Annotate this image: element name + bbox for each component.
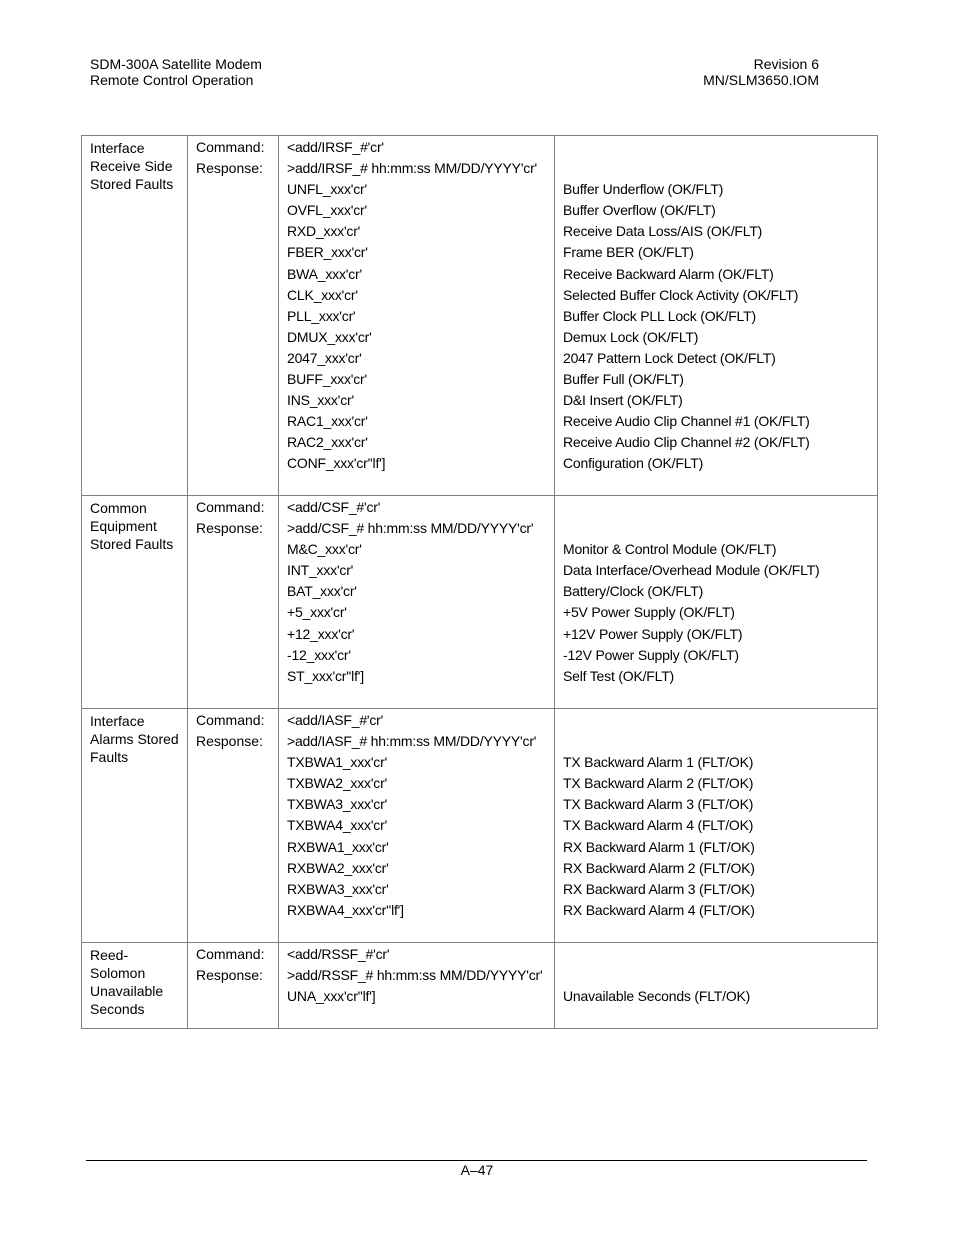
- table-row: [82, 496, 878, 709]
- parameter-name-cell: [82, 709, 188, 943]
- syntax-line: TXBWA3_xxx'cr': [287, 796, 388, 813]
- description-line: Monitor & Control Module (OK/FLT): [563, 541, 777, 558]
- syntax-line: BUFF_xxx'cr': [287, 371, 367, 388]
- header-right: [600, 56, 819, 88]
- syntax-line: PLL_xxx'cr': [287, 307, 356, 324]
- syntax-line: 2047_xxx'cr': [287, 349, 362, 366]
- header-left: [90, 56, 262, 88]
- parameter-name-line: Interface: [90, 140, 145, 156]
- description-line: RX Backward Alarm 1 (FLT/OK): [563, 838, 755, 855]
- command-response-label-cell: [188, 496, 279, 709]
- command-label: Command:: [196, 946, 265, 962]
- syntax-line: CONF_xxx'cr''lf']: [287, 455, 386, 472]
- parameter-name-cell: [82, 136, 188, 496]
- parameter-name-cell: [82, 943, 188, 1029]
- syntax-line: UNFL_xxx'cr': [287, 181, 367, 198]
- description-line: Configuration (OK/FLT): [563, 455, 704, 472]
- parameter-name-line: Stored Faults: [90, 536, 174, 552]
- syntax-line: INS_xxx'cr': [287, 392, 354, 409]
- description-line: Selected Buffer Clock Activity (OK/FLT): [563, 286, 799, 303]
- command-label: Command:: [196, 139, 265, 155]
- description-line: D&I Insert (OK/FLT): [563, 392, 683, 409]
- description-line: Demux Lock (OK/FLT): [563, 328, 699, 345]
- description-cell: [555, 709, 878, 943]
- description-line: Receive Audio Clip Channel #1 (OK/FLT): [563, 413, 810, 430]
- syntax-line: INT_xxx'cr': [287, 562, 354, 579]
- syntax-line: RXBWA3_xxx'cr': [287, 880, 389, 897]
- command-response-label-cell: [188, 136, 279, 496]
- description-line: [563, 710, 877, 731]
- description-line: TX Backward Alarm 1 (FLT/OK): [563, 754, 754, 771]
- syntax-line: RXD_xxx'cr': [287, 223, 361, 240]
- page-number: A–47: [460, 1162, 494, 1178]
- syntax-line: >add/IRSF_# hh:mm:ss MM/DD/YYYY'cr': [287, 160, 538, 177]
- syntax-line: -12_xxx'cr': [287, 646, 351, 663]
- syntax-line: <add/RSSF_#'cr': [287, 946, 390, 962]
- syntax-cell: [279, 709, 555, 943]
- table-row: [82, 709, 878, 943]
- description-line: RX Backward Alarm 2 (FLT/OK): [563, 859, 755, 876]
- syntax-line: +12_xxx'cr': [287, 625, 355, 642]
- description-line: Receive Data Loss/AIS (OK/FLT): [563, 223, 763, 240]
- description-line: Buffer Full (OK/FLT): [563, 371, 684, 388]
- description-line: [563, 137, 877, 158]
- table-body: [82, 136, 878, 1029]
- syntax-line: RAC2_xxx'cr': [287, 434, 368, 451]
- parameter-name-line: Stored Faults: [90, 176, 174, 192]
- description-line: +5V Power Supply (OK/FLT): [563, 604, 735, 621]
- revision-label: Revision 6: [753, 56, 819, 72]
- description-line: [563, 731, 877, 752]
- document-section: Remote Control Operation: [90, 72, 254, 88]
- description-line: Data Interface/Overhead Module (OK/FLT): [563, 562, 820, 579]
- description-line: [563, 944, 877, 965]
- parameter-name-line: Faults: [90, 749, 129, 765]
- syntax-line: UNA_xxx'cr''lf']: [287, 988, 376, 1005]
- parameter-name-cell: [82, 496, 188, 709]
- description-line: RX Backward Alarm 4 (FLT/OK): [563, 901, 755, 918]
- parameter-name-line: Interface: [90, 713, 145, 729]
- syntax-line: DMUX_xxx'cr': [287, 328, 372, 345]
- parameter-name-line: Receive Side: [90, 158, 173, 174]
- syntax-line: <add/CSF_#'cr': [287, 499, 381, 515]
- description-line: Buffer Clock PLL Lock (OK/FLT): [563, 307, 756, 324]
- description-line: TX Backward Alarm 3 (FLT/OK): [563, 796, 754, 813]
- description-cell: [555, 943, 878, 1029]
- syntax-line: FBER_xxx'cr': [287, 244, 368, 261]
- description-line: Self Test (OK/FLT): [563, 667, 675, 684]
- syntax-line: TXBWA2_xxx'cr': [287, 775, 388, 792]
- syntax-line: ST_xxx'cr''lf']: [287, 667, 364, 684]
- description-line: +12V Power Supply (OK/FLT): [563, 625, 743, 642]
- syntax-line: >add/IASF_# hh:mm:ss MM/DD/YYYY'cr': [287, 733, 537, 750]
- response-label: Response:: [196, 733, 263, 750]
- description-line: Receive Audio Clip Channel #2 (OK/FLT): [563, 434, 810, 451]
- syntax-line: RXBWA4_xxx'cr''lf']: [287, 901, 404, 918]
- syntax-line: <add/IASF_#'cr': [287, 712, 384, 728]
- syntax-line: TXBWA1_xxx'cr': [287, 754, 388, 771]
- syntax-cell: [279, 943, 555, 1029]
- remote-command-table: [81, 135, 878, 1029]
- syntax-line: >add/CSF_# hh:mm:ss MM/DD/YYYY'cr': [287, 520, 534, 537]
- description-line: Unavailable Seconds (FLT/OK): [563, 988, 751, 1005]
- response-label: Response:: [196, 967, 263, 984]
- syntax-line: RXBWA1_xxx'cr': [287, 838, 389, 855]
- description-line: 2047 Pattern Lock Detect (OK/FLT): [563, 349, 776, 366]
- description-line: [563, 158, 877, 179]
- parameter-name-line: Common: [90, 500, 147, 516]
- parameter-name-line: Reed-Solomon: [90, 947, 146, 981]
- syntax-line: BAT_xxx'cr': [287, 583, 357, 600]
- description-line: TX Backward Alarm 2 (FLT/OK): [563, 775, 754, 792]
- description-line: [563, 965, 877, 986]
- parameter-name-line: Alarms Stored: [90, 731, 179, 747]
- syntax-line: BWA_xxx'cr': [287, 265, 362, 282]
- description-line: -12V Power Supply (OK/FLT): [563, 646, 739, 663]
- syntax-line: TXBWA4_xxx'cr': [287, 817, 388, 834]
- syntax-line: OVFL_xxx'cr': [287, 202, 367, 219]
- syntax-line: >add/RSSF_# hh:mm:ss MM/DD/YYYY'cr': [287, 967, 543, 984]
- command-response-label-cell: [188, 943, 279, 1029]
- syntax-cell: [279, 136, 555, 496]
- description-cell: [555, 136, 878, 496]
- response-label: Response:: [196, 520, 263, 537]
- description-line: [563, 497, 877, 518]
- table-row: [82, 943, 878, 1029]
- response-label: Response:: [196, 160, 263, 177]
- footer-rule: [86, 1160, 867, 1161]
- parameter-name-line: Unavailable: [90, 983, 164, 999]
- syntax-line: CLK_xxx'cr': [287, 286, 358, 303]
- command-response-label-cell: [188, 709, 279, 943]
- syntax-line: RAC1_xxx'cr': [287, 413, 368, 430]
- document-title: SDM-300A Satellite Modem: [90, 56, 262, 72]
- table-row: [82, 136, 878, 496]
- description-line: Buffer Underflow (OK/FLT): [563, 181, 724, 198]
- parameter-name-line: Equipment: [90, 518, 157, 534]
- description-line: Receive Backward Alarm (OK/FLT): [563, 265, 774, 282]
- syntax-line: <add/IRSF_#'cr': [287, 139, 384, 155]
- description-line: Battery/Clock (OK/FLT): [563, 583, 704, 600]
- command-label: Command:: [196, 499, 265, 515]
- description-line: Frame BER (OK/FLT): [563, 244, 694, 261]
- description-line: TX Backward Alarm 4 (FLT/OK): [563, 817, 754, 834]
- syntax-line: M&C_xxx'cr': [287, 541, 362, 558]
- description-line: RX Backward Alarm 3 (FLT/OK): [563, 880, 755, 897]
- syntax-cell: [279, 496, 555, 709]
- description-line: [563, 518, 877, 539]
- description-line: Buffer Overflow (OK/FLT): [563, 202, 716, 219]
- command-label: Command:: [196, 712, 265, 728]
- syntax-line: +5_xxx'cr': [287, 604, 347, 621]
- description-cell: [555, 496, 878, 709]
- syntax-line: RXBWA2_xxx'cr': [287, 859, 389, 876]
- parameter-name-line: Seconds: [90, 1001, 145, 1017]
- document-number: MN/SLM3650.IOM: [703, 72, 819, 88]
